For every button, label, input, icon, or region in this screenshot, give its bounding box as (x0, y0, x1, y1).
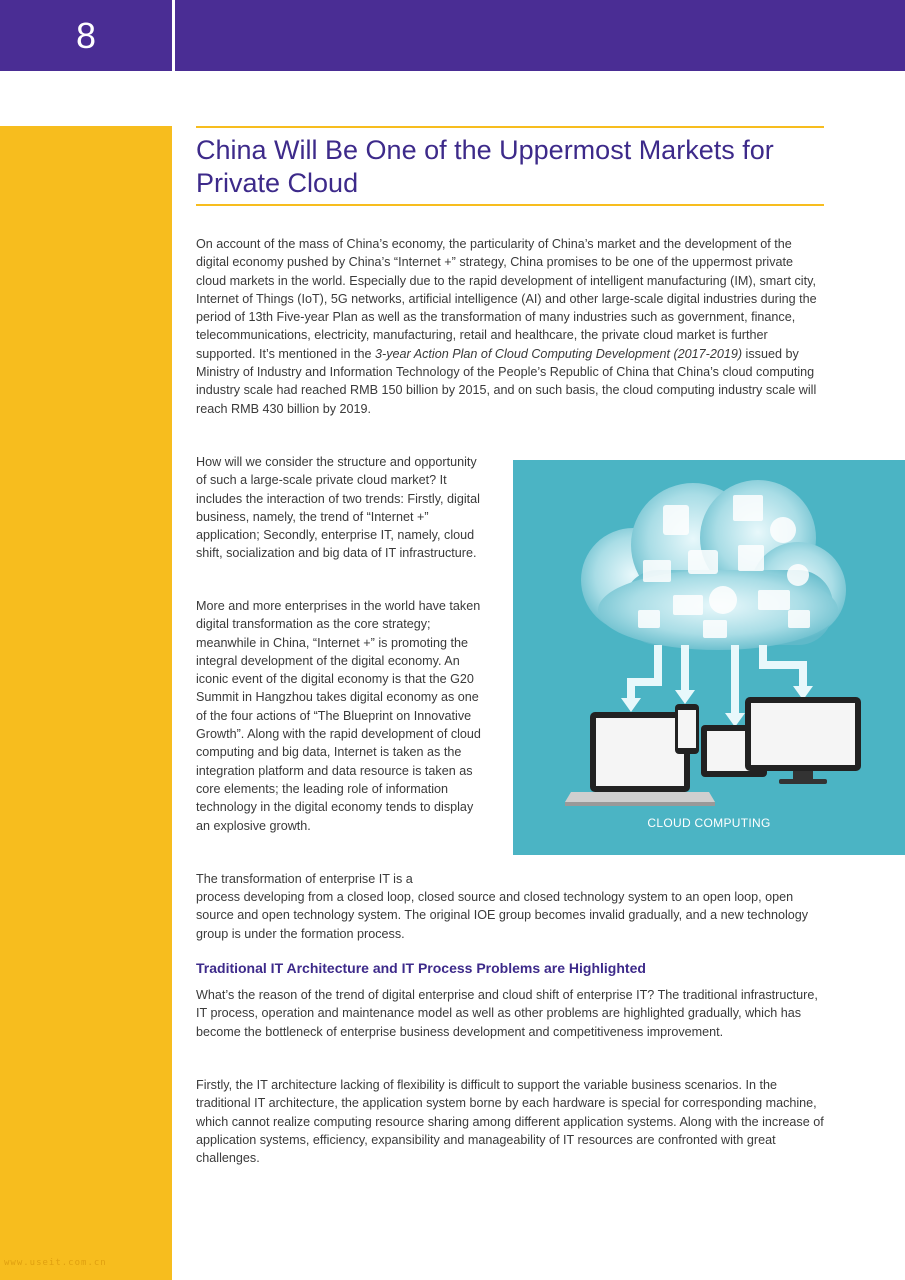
page-title: China Will Be One of the Uppermost Markets for Private Cloud (196, 135, 774, 198)
transformation-paragraph: process developing from a closed loop, closed source and closed technology system to an open loop, open source and open technology system. The original IOE group becomes invalid gradually, and a new technology group is under the formation process. (196, 890, 809, 941)
title-rule-top (196, 126, 824, 128)
cloud-computing-illustration (513, 460, 905, 855)
section-subheading: Traditional IT Architecture and IT Process Problems are Highlighted (196, 960, 646, 976)
phone-icon (675, 704, 699, 754)
page-number: 8 (75, 15, 97, 56)
title-rule-bottom (196, 204, 824, 206)
intro-text-italic: 3-year Action Plan of Cloud Computing Development (2017-2019) (375, 346, 743, 361)
watermark: www.useit.com.cn (4, 1258, 107, 1268)
structure-paragraph: How will we consider the structure and opportunity of such a large-scale private cloud market? It includes the interaction of two trends: Firstly, digital business, namely, the trend of “Internet +” application; Secondly, enterprise IT, namely, cloud shift, socialization and big data of IT infrastructure. (196, 455, 480, 561)
cloud-devices-graphic (513, 460, 905, 855)
left-accent-bar (0, 126, 172, 1280)
enterprises-paragraph: More and more enterprises in the world have taken digital transformation as the core strategy; meanwhile in China, “Internet +” is promoting the integral development of the digital economy. An iconic event of the digital economy is that the G20 Summit in Hangzhou takes digital economy as one of the four actions of “The Blueprint on Innovative Growth”. Along with the rapid development of cloud computing and big data, Internet is taken as the integration platform and data resource is taken as core elements; the leading role of information technology in the digital economy tends to display an explosive growth. (196, 599, 481, 833)
left-accent-divider (172, 126, 175, 1280)
firstly-paragraph: Firstly, the IT architecture lacking of flexibility is difficult to support the variable business scenarios. In the traditional IT architecture, the application system borne by each hardware is special for corresponding machine, which cannot realize computing resource sharing among different application systems. Along with the increase of application systems, efficiency, expansibility and manageability of IT resources are confronted with great challenges. (196, 1078, 824, 1166)
intro-paragraph (196, 235, 826, 418)
header-divider (172, 0, 175, 71)
monitor-icon (745, 697, 861, 784)
intro-text-b: issued by Ministry of Industry and Information Technology of the People’s Republic of China that China’s cloud computing industry scale had reached RMB 150 billion by 2015, and on such basis, the cloud computing industry scale will reach RMB 430 billion by 2019. (196, 346, 817, 416)
transformation-lead: The transformation of enterprise IT is a (196, 872, 413, 886)
reason-paragraph: What’s the reason of the trend of digital enterprise and cloud shift of enterprise IT? The traditional infrastructure, IT process, operation and maintenance model as well as other problems are highlighted gradually, which has become the bottleneck of enterprise business development and competitiveness improvement. (196, 988, 818, 1039)
intro-text-a: On account of the mass of China’s economy, the particularity of China’s market and the development of the digital economy pushed by China’s “Internet +” strategy, China promises to be one of the uppermost private cloud markets in the world. Especially due to the rapid development of intelligent manufacturing (IM), smart city, Internet of Things (IoT), 5G networks, artificial intelligence (AI) and other large-scale digital industries during the period of 13th Five-year Plan as well as the transformation of many industries such as government, finance, telecommunications, electricity, manufacturing, retail and healthcare, the private cloud market is further supported. It’s mentioned in the (196, 237, 817, 361)
figure-caption: CLOUD COMPUTING (647, 816, 771, 830)
